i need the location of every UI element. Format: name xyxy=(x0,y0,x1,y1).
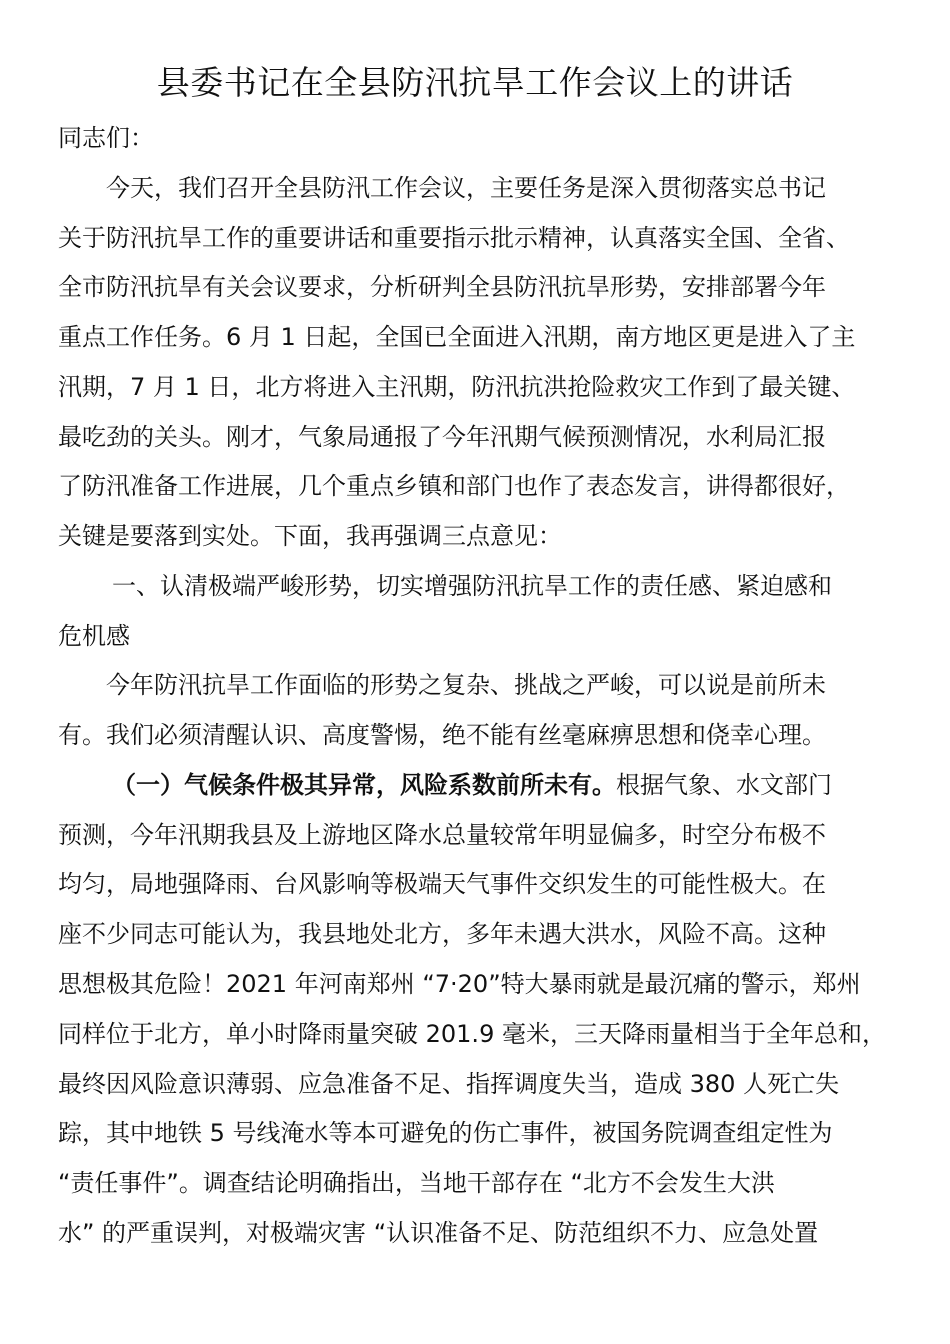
paragraph-line: 水” 的严重误判，对极端灾害 “认识准备不足、防范组织不力、应急处置 xyxy=(58,1219,819,1247)
paragraph-text: 根据气象、水文部门 xyxy=(616,771,832,799)
paragraph-line: 关键是要落到实处。下面，我再强调三点意见： xyxy=(58,522,562,550)
paragraph-line: 了防汛准备工作进展，几个重点乡镇和部门也作了表态发言，讲得都很好， xyxy=(58,472,850,500)
paragraph-line: 均匀，局地强降雨、台风影响等极端天气事件交织发生的可能性极大。在 xyxy=(58,870,826,898)
section-heading-continued: 危机感 xyxy=(58,622,130,650)
paragraph-line: “责任事件”。调查结论明确指出，当地干部存在 “北方不会发生大洪 xyxy=(58,1169,775,1197)
paragraph-line: 思想极其危险！2021 年河南郑州 “7·20”特大暴雨就是最沉痛的警示，郑州 xyxy=(58,970,861,998)
paragraph-line: 预测，今年汛期我县及上游地区降水总量较常年明显偏多，时空分布极不 xyxy=(58,821,826,849)
paragraph-line: 踪，其中地铁 5 号线淹水等本可避免的伤亡事件，被国务院调查组定性为 xyxy=(58,1119,833,1147)
paragraph-line: 今天，我们召开全县防汛工作会议，主要任务是深入贯彻落实总书记 xyxy=(106,174,826,202)
paragraph-line: 今年防汛抗旱工作面临的形势之复杂、挑战之严峻，可以说是前所未 xyxy=(106,671,826,699)
paragraph-line: 有。我们必须清醒认识、高度警惕，绝不能有丝毫麻痹思想和侥幸心理。 xyxy=(58,721,826,749)
section-heading: 一、认清极端严峻形势，切实增强防汛抗旱工作的责任感、紧迫感和 xyxy=(112,572,832,600)
paragraph-line: 最吃劲的关头。刚才，气象局通报了今年汛期气候预测情况，水利局汇报 xyxy=(58,423,826,451)
paragraph-line: 全市防汛抗旱有关会议要求，分析研判全县防汛抗旱形势，安排部署今年 xyxy=(58,273,826,301)
paragraph-line: 同样位于北方，单小时降雨量突破 201.9 毫米，三天降雨量相当于全年总和， xyxy=(58,1020,886,1048)
paragraph-line: 汛期，7 月 1 日，北方将进入主汛期，防汛抗洪抢险救灾工作到了最关键、 xyxy=(58,373,856,401)
paragraph-line: 座不少同志可能认为，我县地处北方，多年未遇大洪水，风险不高。这种 xyxy=(58,920,826,948)
subheading-line xyxy=(112,769,832,801)
paragraph-line: 重点工作任务。6 月 1 日起，全国已全面进入汛期，南方地区更是进入了主 xyxy=(58,323,856,351)
salutation: 同志们： xyxy=(58,124,154,152)
paragraph-line: 关于防汛抗旱工作的重要讲话和重要指示批示精神，认真落实全国、全省、 xyxy=(58,224,850,252)
subheading: （一）气候条件极其异常，风险系数前所未有。 xyxy=(112,771,616,799)
paragraph-line: 最终因风险意识薄弱、应急准备不足、指挥调度失当，造成 380 人死亡失 xyxy=(58,1070,840,1098)
page-title: 县委书记在全县防汛抗旱工作会议上的讲话 xyxy=(156,63,794,102)
